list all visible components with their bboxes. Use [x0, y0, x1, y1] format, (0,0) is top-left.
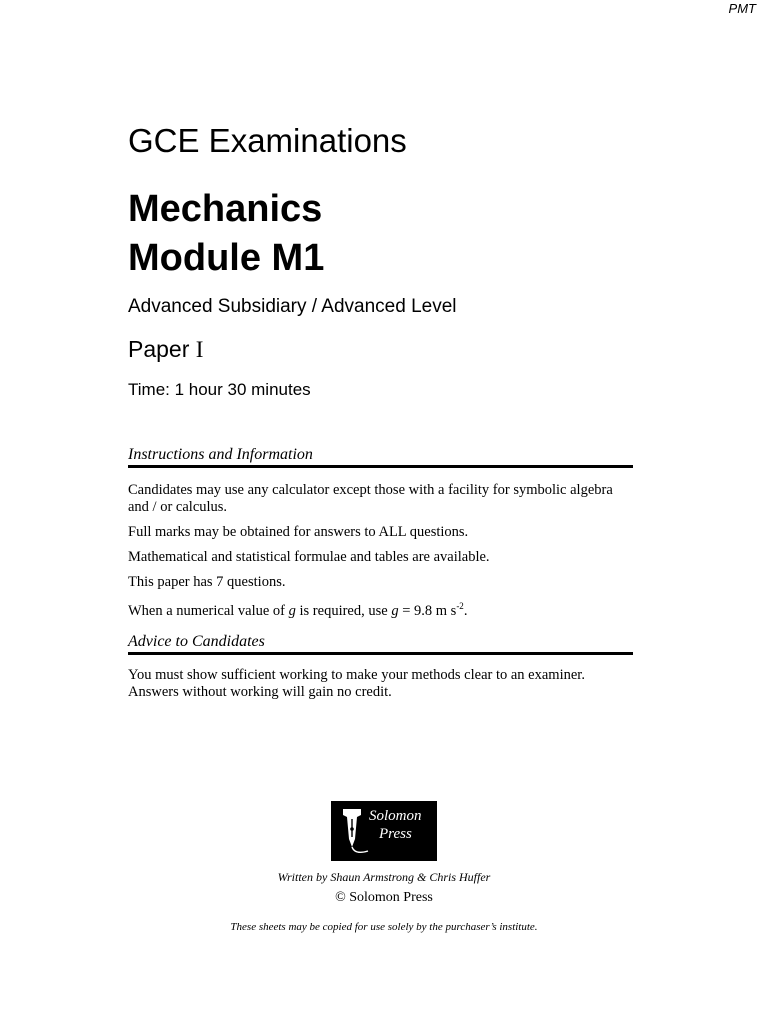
instruction-item: Candidates may use any calculator except those with a facility for symbolic algebra and / or calculus. — [128, 482, 613, 515]
level-text: Advanced Subsidiary / Advanced Level — [128, 296, 457, 317]
logo-text-line-1: Solomon — [369, 808, 422, 824]
instruction-item: Full marks may be obtained for answers to ALL questions. — [128, 524, 469, 540]
corner-mark: PMT — [728, 1, 756, 16]
advice-heading: Advice to Candidates — [128, 633, 633, 655]
instruction-item: Mathematical and statistical formulae and tables are available. — [128, 549, 490, 565]
copy-permission-notice: These sheets may be copied for use solely by the purchaser’s institute. — [230, 921, 538, 933]
copyright-notice: © Solomon Press — [335, 890, 433, 905]
g-prefix: When a numerical value of — [128, 602, 289, 619]
instruction-item: This paper has 7 questions. — [128, 574, 286, 590]
paper-number: I — [195, 337, 204, 362]
g-variable: g — [288, 602, 296, 619]
g-variable: g — [391, 602, 399, 619]
subject-title — [128, 185, 324, 284]
publisher-logo — [331, 801, 437, 861]
gravity-instruction — [128, 598, 633, 620]
paper-word: Paper — [128, 336, 190, 362]
time-allowed: Time: 1 hour 30 minutes — [128, 380, 311, 399]
fountain-pen-nib-icon — [335, 805, 369, 857]
subject-line-2: Module M1 — [128, 237, 325, 280]
paper-label — [128, 336, 203, 363]
subject-line-1: Mechanics — [128, 188, 323, 230]
authors-credit: Written by Shaun Armstrong & Chris Huffer — [277, 870, 491, 884]
instructions-heading: Instructions and Information — [128, 446, 633, 468]
g-suffix: . — [463, 602, 468, 619]
logo-text-line-2: Press — [379, 826, 412, 842]
g-value: = 9.8 m s — [398, 602, 457, 619]
advice-text: You must show sufficient working to make your methods clear to an examiner. Answers without working will gain no credit. — [128, 667, 585, 700]
exam-board-title: GCE Examinations — [128, 122, 407, 159]
g-exponent: -2 — [456, 601, 464, 611]
g-middle: is required, use — [295, 602, 392, 619]
